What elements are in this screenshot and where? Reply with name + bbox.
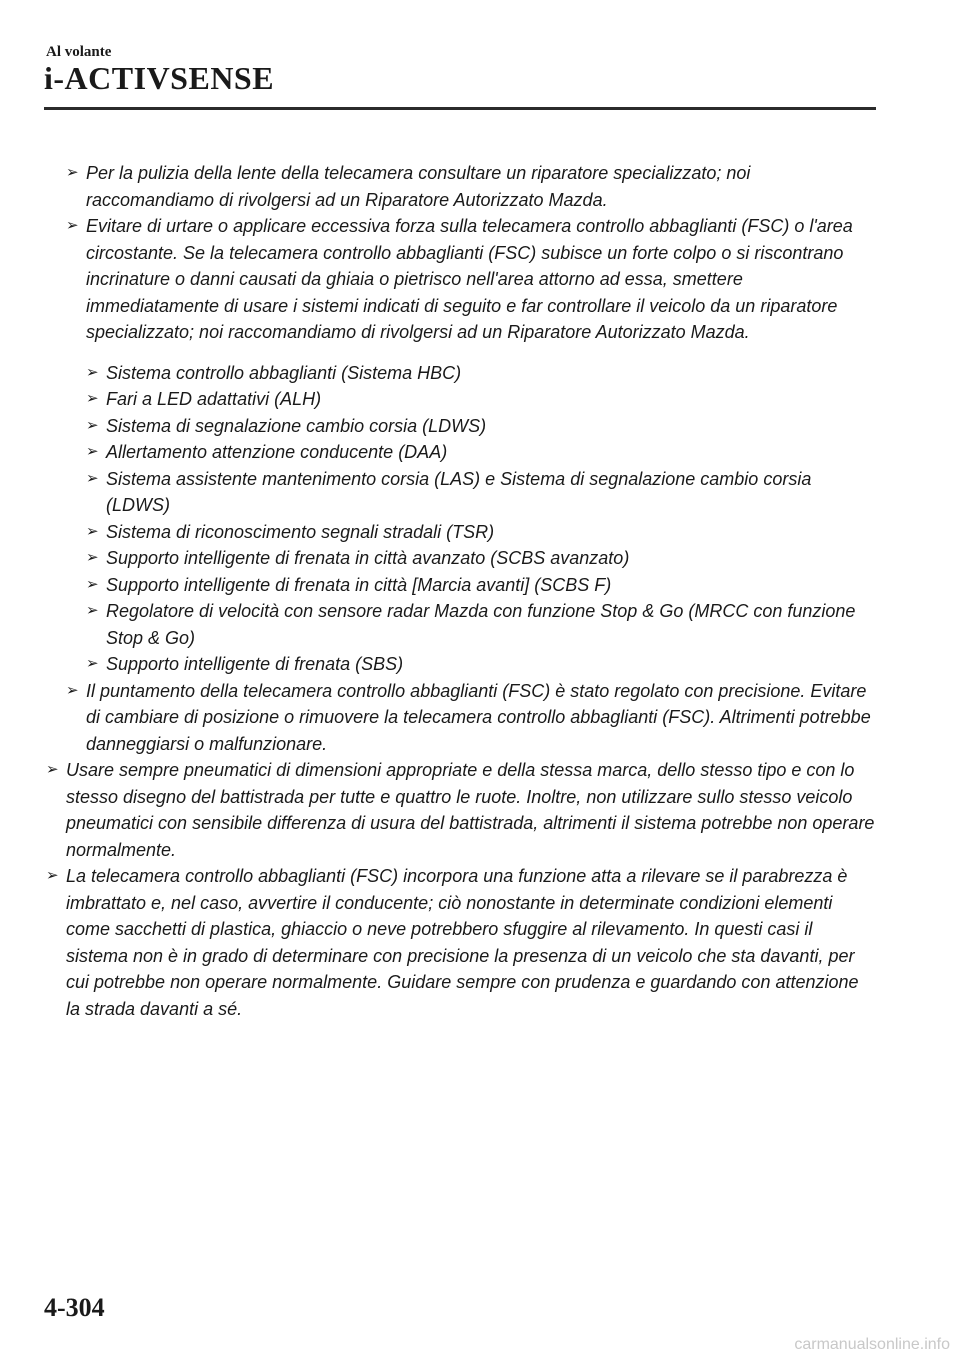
arrow-bullet-icon: ➢	[86, 469, 99, 487]
arrow-bullet-icon: ➢	[66, 164, 79, 181]
arrow-bullet-icon: ➢	[86, 443, 99, 460]
system-item	[86, 545, 876, 572]
systems-list	[86, 360, 876, 678]
list-item-text: Usare sempre pneumatici di dimensioni appropriate e della stessa marca, dello stesso tipo e con lo stesso disegno del battistrada per tutte e quattro le ruote. Inoltre, non utilizzare sullo stesso veicolo pneumatici con sensibile differenza di usura del battistrada, altrimenti il sistema potrebbe non operare normalmente.	[66, 760, 875, 860]
list-item-text: Per la pulizia della lente della telecamera consultare un riparatore specializzato; noi raccomandiamo di rivolgersi ad un Riparatore Autorizzato Mazda.	[86, 163, 751, 210]
list-item-text: La telecamera controllo abbaglianti (FSC) incorpora una funzione atta a rilevare se il parabrezza è imbrattato e, nel caso, avvertire il conducente; ciò nonostante in determinate condizioni elementi come sacchetti di plastica, ghiaccio o neve potrebbero sfuggire al rilevamento. In questi casi il sistema non è in grado di determinare con precisione la presenza di un veicolo che sta davanti, per cui potrebbe non operare normalmente. Guidare sempre con prudenza e guardando con attenzione la strada davanti a sé.	[66, 866, 859, 1019]
system-item-text: Fari a LED adattativi (ALH)	[106, 389, 322, 409]
arrow-bullet-icon: ➢	[66, 217, 79, 234]
arrow-bullet-icon: ➢	[86, 602, 99, 619]
page-content	[46, 160, 876, 1022]
arrow-bullet-icon: ➢	[86, 575, 99, 593]
system-item-text: Sistema assistente mantenimento corsia (LAS) e Sistema di segnalazione cambio corsia (LDWS)	[106, 468, 812, 515]
arrow-bullet-icon: ➢	[86, 390, 99, 407]
arrow-bullet-icon: ➢	[86, 363, 99, 381]
system-item-text: Sistema di riconoscimento segnali stradali (TSR)	[106, 521, 495, 542]
section-label: Al volante	[46, 44, 112, 60]
system-item-text: Allertamento attenzione conducente (DAA)	[106, 442, 448, 462]
arrow-bullet-icon: ➢	[46, 867, 59, 884]
arrow-bullet-icon: ➢	[86, 549, 99, 566]
bullet-list-level-2	[66, 160, 876, 757]
arrow-bullet-icon: ➢	[66, 681, 79, 699]
list-item	[66, 160, 876, 213]
system-item	[86, 466, 876, 519]
arrow-bullet-icon: ➢	[46, 761, 59, 778]
list-item	[46, 160, 876, 757]
system-item-text: Supporto intelligente di frenata in città [Marcia avanti] (SCBS F)	[106, 574, 612, 595]
system-item-text: Regolatore di velocità con sensore radar Mazda con funzione Stop & Go (MRCC con funzione Stop & Go)	[106, 601, 856, 648]
list-item	[46, 863, 876, 1022]
watermark: carmanualsonline.info	[794, 1336, 950, 1353]
system-item	[86, 386, 876, 413]
list-item-text: Evitare di urtare o applicare eccessiva forza sulla telecamera controllo abbaglianti (FSC) o l'area circostante. Se la telecamera controllo abbaglianti (FSC) subisce un forte colpo o si riscontrano incrinature o danni causati da ghiaia o pietrisco nell'area attorno ad essa, smettere immediatamente di usare i sistemi indicati di seguito e far controllare il veicolo da un riparatore specializzato; noi raccomandiamo di rivolgersi ad un Riparatore Autorizzato Mazda.	[86, 216, 853, 342]
system-item	[86, 360, 876, 387]
list-item	[66, 213, 876, 678]
list-item	[46, 757, 876, 863]
list-item	[66, 678, 876, 758]
system-item-text: Sistema di segnalazione cambio corsia (LDWS)	[106, 415, 487, 436]
system-item	[86, 413, 876, 440]
system-item-text: Sistema controllo abbaglianti (Sistema HBC)	[106, 362, 462, 383]
chapter-title: i-ACTIVSENSE	[44, 60, 275, 96]
system-item	[86, 439, 876, 466]
bullet-list-top	[46, 757, 876, 1022]
header-divider	[44, 107, 876, 110]
page-number: 4-304	[44, 1293, 105, 1322]
system-item-text: Supporto intelligente di frenata in città avanzato (SCBS avanzato)	[106, 548, 630, 568]
bullet-list-level-1	[46, 160, 876, 757]
system-item	[86, 572, 876, 599]
system-item	[86, 598, 876, 651]
system-item	[86, 519, 876, 546]
arrow-bullet-icon: ➢	[86, 416, 99, 434]
system-item	[86, 651, 876, 678]
arrow-bullet-icon: ➢	[86, 655, 99, 672]
arrow-bullet-icon: ➢	[86, 522, 99, 540]
list-item-text: Il puntamento della telecamera controllo abbaglianti (FSC) è stato regolato con precisione. Evitare di cambiare di posizione o rimuovere la telecamera controllo abbaglianti (FSC). Altrimenti potrebbe danneggiarsi o malfunzionare.	[86, 680, 871, 754]
system-item-text: Supporto intelligente di frenata (SBS)	[106, 654, 404, 674]
